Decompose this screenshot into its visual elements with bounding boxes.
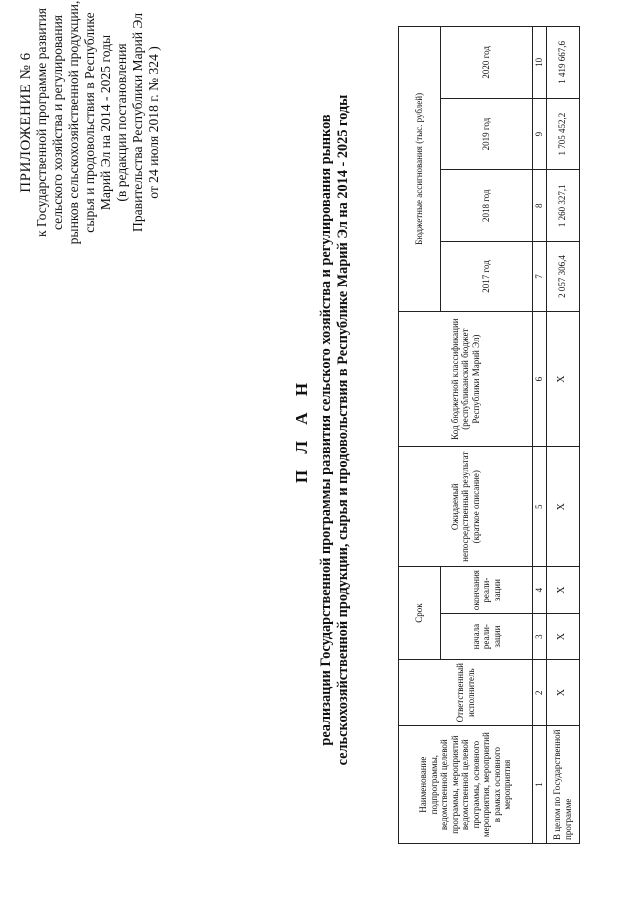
header-name: Наименование подпрограммы, ведомственной целевой программы, мероприятий ведомственной целевой программы, основного мероприятия, мероприятий в рамках основного мероприятия <box>399 726 533 844</box>
header-result: Ожидаемый непосредственный результат (краткое описание) <box>399 447 533 567</box>
appendix-title: ПРИЛОЖЕНИЕ № 6 <box>18 52 34 193</box>
total-2018: 1 260 327,1 <box>546 170 579 242</box>
column-number: 2 <box>533 660 547 726</box>
appendix-line: Марий Эл на 2014 - 2025 годы <box>98 34 113 211</box>
appendix-line: сельского хозяйства и регулирования <box>50 14 65 231</box>
column-number: 9 <box>533 98 547 170</box>
total-start: Х <box>546 614 579 660</box>
plan-subtitle-line-2: сельскохозяйственной продукции, сырья и продовольствия в Республике Марий Эл на 2014 - 2025 годы <box>335 94 351 766</box>
plan-subtitle <box>318 40 352 820</box>
plan-title: П Л А Н <box>292 376 311 484</box>
column-number: 1 <box>533 726 547 844</box>
total-executor: Х <box>546 660 579 726</box>
header-year-2019: 2019 год <box>441 98 533 170</box>
table-row-total <box>546 27 579 844</box>
header-executor: Ответственный исполнитель <box>399 660 533 726</box>
column-number: 3 <box>533 614 547 660</box>
column-numbers-row <box>533 27 547 844</box>
appendix-line: к Государственной программе развития <box>34 8 49 237</box>
total-2019: 1 705 452,2 <box>546 98 579 170</box>
header-term-end: окончания реали-зации <box>441 567 533 614</box>
header-budget-code: Код бюджетной классификации (республиканский бюджет Республики Марий Эл) <box>399 311 533 447</box>
header-budget: Бюджетные ассигнования (тыс. рублей) <box>399 27 441 312</box>
header-year-2017: 2017 год <box>441 242 533 312</box>
appendix-block <box>18 0 162 245</box>
appendix-line: сырья и продовольствия в Республике <box>82 12 97 233</box>
total-result: Х <box>546 447 579 567</box>
total-code: Х <box>546 311 579 447</box>
header-year-2020: 2020 год <box>441 27 533 99</box>
total-2017: 2 057 306,4 <box>546 242 579 312</box>
column-number: 5 <box>533 447 547 567</box>
column-number: 4 <box>533 567 547 614</box>
column-number: 7 <box>533 242 547 312</box>
appendix-line: (в редакции постановления <box>114 43 129 202</box>
column-number: 6 <box>533 311 547 447</box>
total-name: В целом по Государственной программе <box>546 726 579 844</box>
total-2020: 1 419 667,6 <box>546 27 579 99</box>
header-year-2018: 2018 год <box>441 170 533 242</box>
appendix-line: от 24 июля 2018 г. № 324 ) <box>146 46 161 199</box>
total-end: Х <box>546 567 579 614</box>
header-term: Срок <box>399 567 441 660</box>
header-term-start: начала реали-зации <box>441 614 533 660</box>
plan-table <box>398 26 580 844</box>
plan-subtitle-line-1: реализации Государственной программы развития сельского хозяйства и регулирования рынков <box>318 114 334 746</box>
column-number: 10 <box>533 27 547 99</box>
appendix-line: Правительства Республики Марий Эл <box>130 13 145 232</box>
column-number: 8 <box>533 170 547 242</box>
appendix-line: рынков сельскохозяйственной продукции, <box>66 0 81 245</box>
